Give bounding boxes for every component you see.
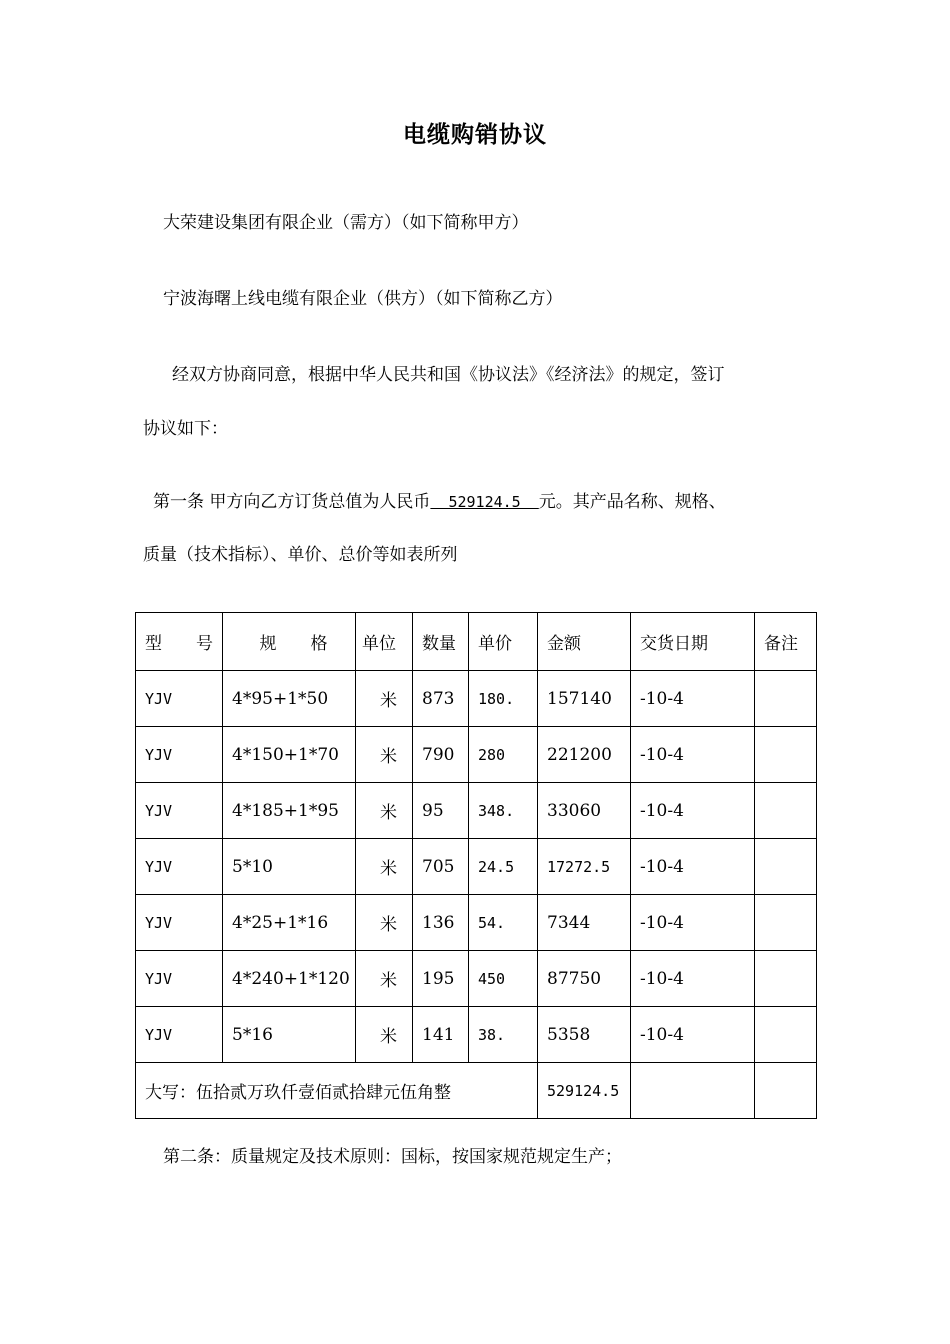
cell-spec: 4*95+1*50	[223, 671, 356, 727]
cell-qty: 195	[413, 951, 469, 1007]
cell-amount: 17272.5	[538, 839, 631, 895]
cell-amount: 87750	[538, 951, 631, 1007]
cell-qty: 873	[413, 671, 469, 727]
cell-unit: 米	[356, 783, 413, 839]
cell-spec: 4*240+1*120	[223, 951, 356, 1007]
cell-qty: 705	[413, 839, 469, 895]
cell-price: 280	[469, 727, 538, 783]
cell-spec: 5*16	[223, 1007, 356, 1063]
cell-price: 38.	[469, 1007, 538, 1063]
cell-delivery: -10-4	[631, 951, 755, 1007]
cell-spec: 4*25+1*16	[223, 895, 356, 951]
cell-spec: 4*185+1*95	[223, 783, 356, 839]
header-remark: 备注	[755, 613, 817, 671]
article-1-suffix: 元。其产品名称、规格、	[538, 492, 726, 512]
document-title: 电缆购销协议	[403, 121, 547, 148]
cell-qty: 95	[413, 783, 469, 839]
party-a-line: 大荣建设集团有限企业（需方）（如下简称甲方）	[163, 213, 529, 233]
cell-model: YJV	[136, 895, 223, 951]
cell-model: YJV	[136, 727, 223, 783]
table-row	[136, 671, 817, 727]
intro-line-2: 协议如下：	[143, 419, 228, 439]
cell-amount: 33060	[538, 783, 631, 839]
article-1-prefix: 第一条 甲方向乙方订货总值为人民币	[153, 492, 431, 512]
total-amount: 529124.5	[538, 1063, 631, 1119]
header-spec: 规 格	[223, 613, 356, 671]
cell-remark	[755, 839, 817, 895]
cell-model: YJV	[136, 1007, 223, 1063]
cell-remark	[755, 727, 817, 783]
cell-amount: 5358	[538, 1007, 631, 1063]
cell-price: 24.5	[469, 839, 538, 895]
cell-remark	[755, 783, 817, 839]
header-unit: 单位	[356, 613, 413, 671]
cell-remark	[755, 1007, 817, 1063]
cell-price: 180.	[469, 671, 538, 727]
cell-remark	[755, 895, 817, 951]
article-1-line-1	[153, 487, 726, 512]
table-total-row	[136, 1063, 817, 1119]
cell-model: YJV	[136, 839, 223, 895]
cell-qty: 141	[413, 1007, 469, 1063]
cell-price: 450	[469, 951, 538, 1007]
cell-unit: 米	[356, 1007, 413, 1063]
total-in-words: 大写：伍拾贰万玖仟壹佰贰拾肆元伍角整	[136, 1063, 538, 1119]
cell-delivery: -10-4	[631, 839, 755, 895]
table-row	[136, 839, 817, 895]
cell-spec: 5*10	[223, 839, 356, 895]
party-b-line: 宁波海曙上线电缆有限企业（供方）（如下简称乙方）	[163, 289, 563, 309]
header-price: 单价	[469, 613, 538, 671]
header-amount: 金额	[538, 613, 631, 671]
cell-delivery: -10-4	[631, 895, 755, 951]
cell-delivery: -10-4	[631, 727, 755, 783]
cell-amount: 157140	[538, 671, 631, 727]
cell-price: 54.	[469, 895, 538, 951]
cell-unit: 米	[356, 671, 413, 727]
total-amount-underlined: 529124.5	[430, 493, 539, 511]
table-row	[136, 951, 817, 1007]
cell-spec: 4*150+1*70	[223, 727, 356, 783]
intro-line-1: 经双方协商同意，根据中华人民共和国《协议法》《经济法》的规定，签订	[172, 365, 725, 385]
product-table	[135, 612, 817, 1119]
cell-unit: 米	[356, 727, 413, 783]
header-delivery: 交货日期	[631, 613, 755, 671]
table-row	[136, 727, 817, 783]
table-row	[136, 783, 817, 839]
article-1-line-2: 质量（技术指标）、单价、总价等如表所列	[143, 545, 458, 565]
article-2-line: 第二条：质量规定及技术原则：国标，按国家规范规定生产；	[163, 1147, 622, 1167]
cell-delivery: -10-4	[631, 783, 755, 839]
cell-amount: 221200	[538, 727, 631, 783]
cell-unit: 米	[356, 951, 413, 1007]
cell-model: YJV	[136, 783, 223, 839]
header-model: 型 号	[136, 613, 223, 671]
table-header-row	[136, 613, 817, 671]
cell-qty: 136	[413, 895, 469, 951]
header-qty: 数量	[413, 613, 469, 671]
cell-remark	[755, 671, 817, 727]
cell-price: 348.	[469, 783, 538, 839]
cell-unit: 米	[356, 839, 413, 895]
total-delivery-empty	[631, 1063, 755, 1119]
table-row	[136, 895, 817, 951]
table-row	[136, 1007, 817, 1063]
cell-qty: 790	[413, 727, 469, 783]
cell-remark	[755, 951, 817, 1007]
cell-amount: 7344	[538, 895, 631, 951]
total-remark-empty	[755, 1063, 817, 1119]
cell-unit: 米	[356, 895, 413, 951]
cell-delivery: -10-4	[631, 671, 755, 727]
cell-delivery: -10-4	[631, 1007, 755, 1063]
cell-model: YJV	[136, 951, 223, 1007]
cell-model: YJV	[136, 671, 223, 727]
